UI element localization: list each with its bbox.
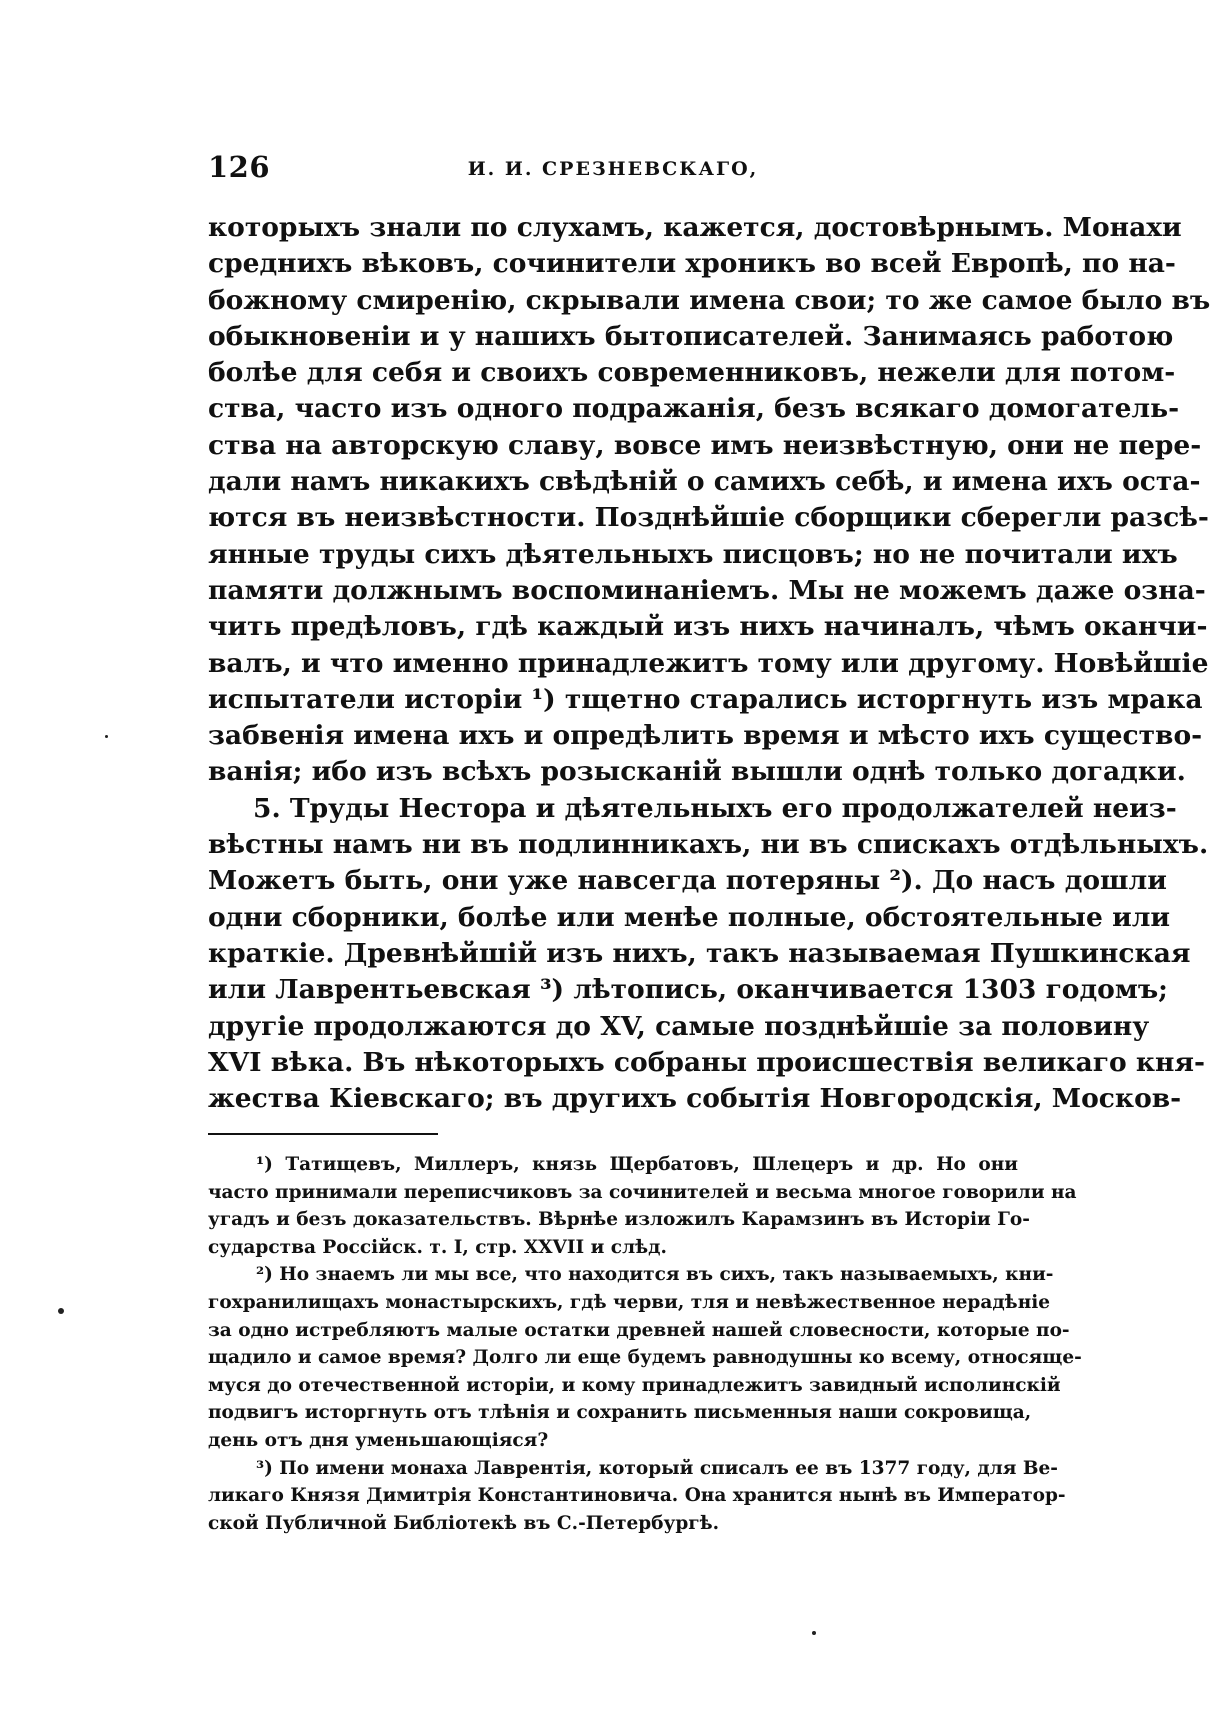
footnote-line: гохранилищахъ монастырскихъ, гдѣ черви, тля и невѣжественное нерадѣніе <box>208 1291 1051 1313</box>
body-line: испытатели исторіи ¹) тщетно старались исторгнуть изъ мрака <box>208 683 1203 715</box>
footnote-1-start: ¹) Татищевъ, Миллеръ, князь Щербатовъ, Шлецеръ и др. Но они <box>256 1154 1018 1175</box>
footnote-line: щадило и самое время? Долго ли еще будемъ равнодушны ко всему, относяще- <box>208 1347 1082 1369</box>
body-line: ства, часто изъ одного подражанія, безъ всякаго домогатель- <box>208 393 1180 425</box>
scan-speck <box>58 1308 64 1314</box>
footnotes <box>208 1151 1082 1537</box>
footnote-3-start: ³) По имени монаха Лаврентія, который списалъ ее въ 1377 году, для Ве- <box>256 1457 1058 1479</box>
page-header <box>208 150 1018 190</box>
body-line: или Лаврентьевская ³) лѣтопись, оканчивается 1303 годомъ; <box>208 974 1168 1006</box>
footnote-line: ской Публичной Библіотекѣ въ С.-Петербургѣ. <box>208 1512 720 1534</box>
scan-speck <box>812 1631 816 1635</box>
body-line: божному смиренію, скрывали имена свои; то же самое было въ <box>208 284 1210 316</box>
body-line: памяти должнымъ воспоминаніемъ. Мы не можемъ даже озна- <box>208 574 1206 606</box>
footnote-line: подвигъ исторгнуть отъ тлѣнія и сохранить письменныя наши сокровища, <box>208 1402 1032 1424</box>
body-line: одни сборники, болѣе или менѣе полные, обстоятельные или <box>208 901 1171 933</box>
body-line: дали намъ никакихъ свѣдѣній о самихъ себѣ, и имена ихъ оста- <box>208 466 1201 498</box>
body-line: Можетъ быть, они уже навсегда потеряны ²). До насъ дошли <box>208 865 1167 897</box>
body-line: вѣстны намъ ни въ подлинникахъ, ни въ спискахъ отдѣльныхъ. <box>208 829 1209 861</box>
body-line: краткіе. Древнѣйшій изъ нихъ, такъ называемая Пушкинская <box>208 937 1191 969</box>
body-line: ства на авторскую славу, вовсе имъ неизвѣстную, они не пере- <box>208 429 1202 461</box>
body-line: обыкновеніи и у нашихъ бытописателей. Занимаясь работою <box>208 320 1174 352</box>
footnote-divider <box>208 1133 438 1135</box>
body-line: забвенія имена ихъ и опредѣлить время и мѣсто ихъ существо- <box>208 720 1203 752</box>
footnote-line: ликаго Князя Димитрія Константиновича. Она хранится нынѣ въ Император- <box>208 1485 1066 1507</box>
body-line: болѣе для себя и своихъ современниковъ, нежели для потом- <box>208 357 1176 389</box>
body-line: XVI вѣка. Въ нѣкоторыхъ собраны происшествія великаго кня- <box>208 1046 1205 1078</box>
body-line: валъ, и что именно принадлежитъ тому или другому. Новѣйшіе <box>208 647 1209 679</box>
footnote-line: день отъ дня уменьшающіяся? <box>208 1429 549 1451</box>
body-line: жества Кіевскаго; въ другихъ событія Новгородскія, Москов- <box>208 1083 1182 1115</box>
body-text <box>208 210 1210 1117</box>
running-head: И. И. СРЕЗНЕВСКАГО, <box>467 158 759 180</box>
body-line: янные труды сихъ дѣятельныхъ писцовъ; но не почитали ихъ <box>208 538 1178 570</box>
body-line: чить предѣловъ, гдѣ каждый изъ нихъ начиналъ, чѣмъ оканчи- <box>208 611 1208 643</box>
footnote-2-start: ²) Но знаемъ ли мы все, что находится въ сихъ, такъ называемыхъ, кни- <box>256 1264 1054 1286</box>
footnote-line: за одно истребляютъ малые остатки древней нашей словесности, которые по- <box>208 1319 1070 1341</box>
body-line: среднихъ вѣковъ, сочинители хроникъ во всей Европѣ, по на- <box>208 248 1176 280</box>
body-line: ются въ неизвѣстности. Позднѣйшіе сборщики сберегли разсѣ- <box>208 502 1209 534</box>
page-number: 126 <box>208 150 271 184</box>
scan-speck <box>105 735 108 738</box>
footnote-line: угадъ и безъ доказательствъ. Вѣрнѣе изложилъ Карамзинъ въ Исторіи Го- <box>208 1209 1030 1231</box>
body-line: которыхъ знали по слухамъ, кажется, достовѣрнымъ. Монахи <box>208 212 1182 243</box>
footnote-line: сударства Россійск. т. I, стр. XXVII и слѣд. <box>208 1236 667 1258</box>
footnote-line: муся до отечественной исторіи, и кому принадлежитъ завидный исполинскій <box>208 1374 1061 1396</box>
footnote-line: часто принимали переписчиковъ за сочинителей и весьма многое говорили на <box>208 1181 1077 1203</box>
body-line: другіе продолжаются до XV, самые позднѣйшіе за половину <box>208 1010 1150 1042</box>
paragraph-start-line: 5. Труды Нестора и дѣятельныхъ его продолжателей неиз- <box>253 792 1177 824</box>
body-line: ванія; ибо изъ всѣхъ розысканій вышли однѣ только догадки. <box>208 756 1186 788</box>
